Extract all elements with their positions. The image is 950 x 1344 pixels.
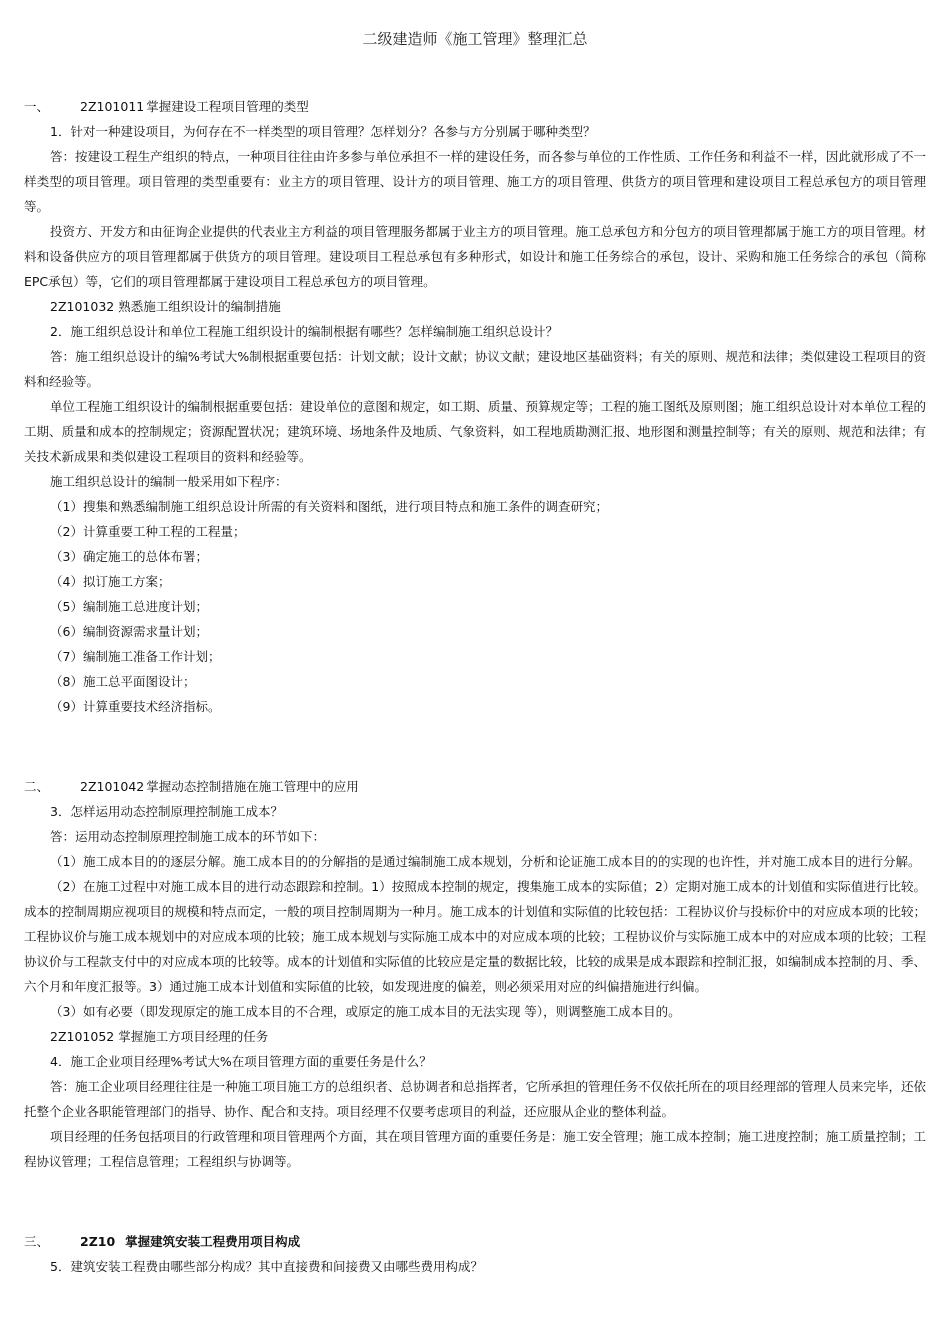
question-2: 2．施工组织总设计和单位工程施工组织设计的编制根据有哪些？怎样编制施工组织总设计？ [50,324,558,339]
list-item: （2）计算重要工种工程的工程量； [50,524,246,539]
section-name: 掌握动态控制措施在施工管理中的应用 [146,779,359,794]
answer-2-paragraph-1: 答：施工组织总设计的编%考试大%制根据重要包括：计划文献；设计文献；协议文献；建设地区基础资料；有关的原则、规范和法律；类似建设工程项目的资料和经验等。 [24,349,926,389]
document-title: 二级建造师《施工管理》整理汇总 [362,30,588,48]
answer-3-paragraph-1: （1）施工成本目的的逐层分解。施工成本目的的分解指的是通过编制施工成本规划，分析和论证施工成本目的的实现的也许性，并对施工成本目的进行分解。 [50,854,921,869]
list-item: （1）搜集和熟悉编制施工组织总设计所需的有关资料和图纸，进行项目特点和施工条件的调查研究； [50,499,608,514]
list-item: （7）编制施工准备工作计划； [50,649,221,664]
answer-2-paragraph-3: 施工组织总设计的编制一般采用如下程序： [50,474,288,489]
answer-3-paragraph-2: （2）在施工过程中对施工成本目的进行动态跟踪和控制。1）按照成本控制的规定，搜集施工成本的实际值；2）定期对施工成本的计划值和实际值进行比较。成本的控制周期应视项目的规模和特点而定，一般的项目控制周期为一种月。施工成本的计划值和实际值的比较包括：工程协议价与投标价中的对应成本项的比较；工程协议价与施工成本规划中的对应成本项的比较；施工成本规划与实际施工成本中的对应成本项的比较；工程协议价与实际施工成本中的对应成本项的比较；工程协议价与工程款支付中的对应成本项的比较等。成本的计划值和实际值的比较应是定量的数据比较，比较的成果是成本跟踪和控制汇报，如编制成本控制的月、季、六个月和年度汇报等。3）通过施工成本计划值和实际值的比较，如发现进度的偏差，则必须采用对应的纠偏措施进行纠偏。 [24,879,926,994]
question-4: 4．施工企业项目经理%考试大%在项目管理方面的重要任务是什么？ [50,1054,432,1069]
subsection-heading: 2Z101052 掌握施工方项目经理的任务 [50,1029,269,1044]
answer-3-paragraph-3: （3）如有必要（即发现原定的施工成本目的不合理，或原定的施工成本目的无法实现 等），则调整施工成本目的。 [50,1004,681,1019]
question-1: 1．针对一种建设项目，为何存在不一样类型的项目管理？怎样划分？各参与方分别属于哪种类型？ [50,124,596,139]
section-heading-2 [24,774,926,799]
answer-3-intro: 答：运用动态控制原理控制施工成本的环节如下： [50,829,326,844]
section-code: 2Z101011 [80,99,145,114]
section-number: 三、 [24,1234,50,1249]
document-body [24,94,926,1279]
answer-2-paragraph-2: 单位工程施工组织设计的编制根据重要包括：建设单位的意图和规定，如工期、质量、预算规定等；工程的施工图纸及原则图；施工组织总设计对本单位工程的工期、质量和成本的控制规定；资源配置状况；建筑环境、场地条件及地质、气象资料，如工程地质勘测汇报、地形图和测量控制等；有关的原则、规范和法律；有关技术新成果和类似建设工程项目的资料和经验等。 [24,399,926,464]
list-item: （6）编制资源需求量计划； [50,624,208,639]
list-item: （9）计算重要技术经济指标。 [50,699,221,714]
list-item: （3）确定施工的总体布署； [50,549,208,564]
question-3: 3．怎样运用动态控制原理控制施工成本？ [50,804,283,819]
section-heading-1 [24,94,926,119]
answer-1-paragraph-2: 投资方、开发方和由征询企业提供的代表业主方利益的项目管理服务都属于业主方的项目管理。施工总承包方和分包方的项目管理都属于施工方的项目管理。材料和设备供应方的项目管理都属于供货方的项目管理。建设项目工程总承包有多种形式，如设计和施工任务综合的承包，设计、采购和施工任务综合的承包（简称EPC承包）等，它们的项目管理都属于建设项目工程总承包方的项目管理。 [24,224,926,289]
question-5: 5．建筑安装工程费由哪些部分构成？其中直接费和间接费又由哪些费用构成？ [50,1259,483,1274]
subsection-heading: 2Z101032 熟悉施工组织设计的编制措施 [50,299,281,314]
answer-4-paragraph-2: 项目经理的任务包括项目的行政管理和项目管理两个方面，其在项目管理方面的重要任务是：施工安全管理；施工成本控制；施工进度控制；施工质量控制；工程协议管理；工程信息管理；工程组织与协调等。 [24,1129,926,1169]
section-code: 2Z10 [80,1234,116,1249]
section-code: 2Z101042 [80,779,145,794]
answer-1-paragraph-1: 答：按建设工程生产组织的特点，一种项目往往由许多参与单位承担不一样的建设任务，而各参与单位的工作性质、工作任务和利益不一样，因此就形成了不一样类型的项目管理。项目管理的类型重要有：业主方的项目管理、设计方的项目管理、施工方的项目管理、供货方的项目管理和建设项目工程总承包方的项目管理等。 [24,149,926,214]
list-item: （8）施工总平面图设计； [50,674,196,689]
list-item: （5）编制施工总进度计划； [50,599,208,614]
section-number: 一、 [24,99,50,114]
list-item: （4）拟订施工方案； [50,574,171,589]
section-heading-3 [24,1229,926,1254]
section-name: 掌握建筑安装工程费用项目构成 [125,1234,301,1249]
answer-4-paragraph-1: 答：施工企业项目经理往往是一种施工项目施工方的总组织者、总协调者和总指挥者，它所承担的管理任务不仅依托所在的项目经理部的管理人员来完毕，还依托整个企业各职能管理部门的指导、协作、配合和支持。项目经理不仅要考虑项目的利益，还应服从企业的整体利益。 [24,1079,926,1119]
section-name: 掌握建设工程项目管理的类型 [146,99,309,114]
section-number: 二、 [24,779,50,794]
